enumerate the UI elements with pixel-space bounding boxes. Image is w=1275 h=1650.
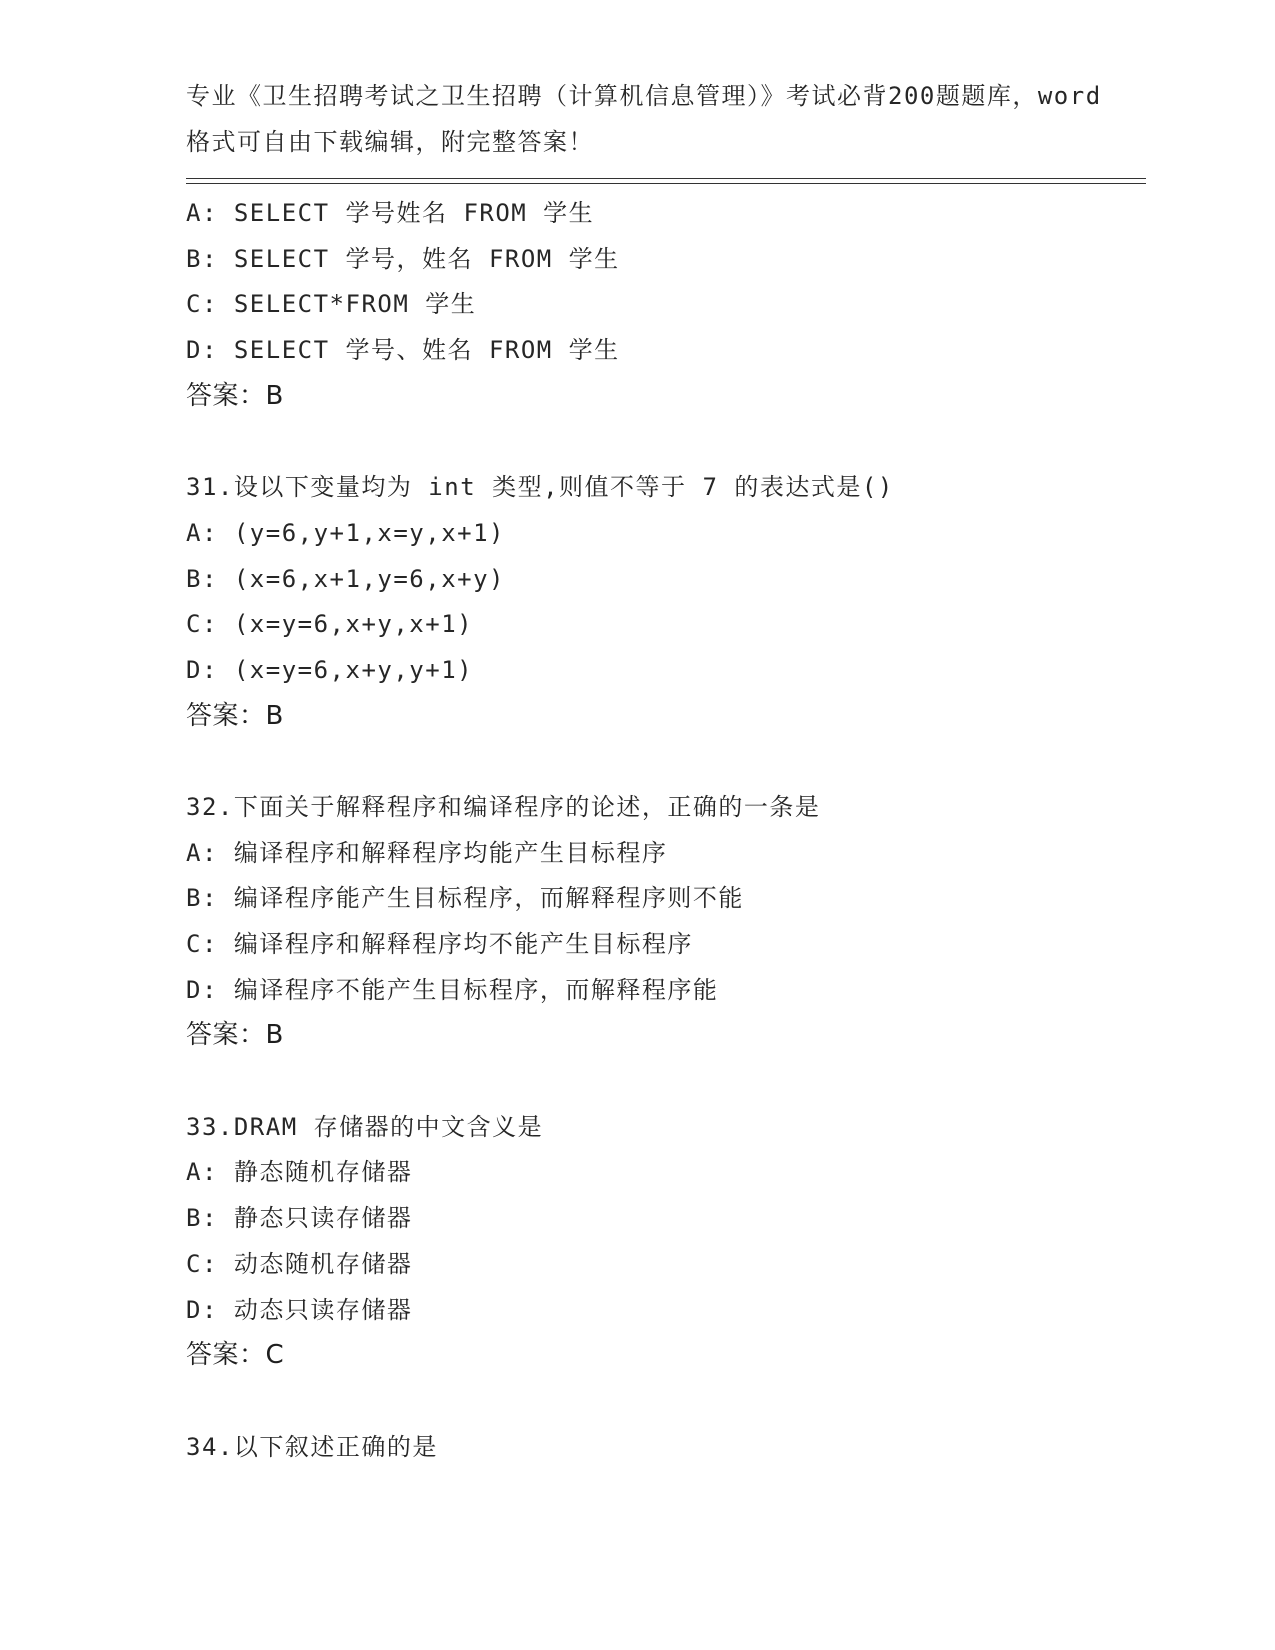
option-d: D: 编译程序不能产生目标程序，而解释程序能 [186,975,719,1004]
answer: 答案：B [186,700,284,731]
option-c: C: (x=y=6,x+y,x+1) [186,610,474,639]
header-line-2: 格式可自由下载编辑，附完整答案！ [186,127,594,156]
option-b: B: 编译程序能产生目标程序，而解释程序则不能 [186,884,744,913]
document-header [186,74,1102,165]
option-b: B: SELECT 学号，姓名 FROM 学生 [186,244,620,273]
option-b: B: 静态只读存储器 [186,1204,413,1233]
option-d: D: (x=y=6,x+y,y+1) [186,655,474,684]
spacer [186,1059,1146,1105]
question-33 [186,1105,1146,1379]
header-line-1: 专业《卫生招聘考试之卫生招聘（计算机信息管理）》考试必背200题题库，word [186,82,1102,110]
question-32 [186,785,1146,1059]
question-text: 31.设以下变量均为 int 类型,则值不等于 7 的表达式是() [186,473,894,502]
answer: 答案：B [186,1020,284,1051]
option-c: C: SELECT*FROM 学生 [186,290,477,319]
question-31 [186,465,1146,739]
option-a: A: SELECT 学号姓名 FROM 学生 [186,199,595,227]
option-a: A: 编译程序和解释程序均能产生目标程序 [186,838,668,867]
spacer [186,1379,1146,1425]
question-text: 33.DRAM 存储器的中文含义是 [186,1112,544,1141]
option-d: D: 动态只读存储器 [186,1295,413,1324]
answer: 答案：C [186,1340,285,1371]
option-c: C: 编译程序和解释程序均不能产生目标程序 [186,930,693,958]
option-a: A: (y=6,y+1,x=y,x+1) [186,518,505,547]
spacer [186,419,1146,465]
question-text: 32.下面关于解释程序和编译程序的论述，正确的一条是 [186,792,821,821]
option-a: A: 静态随机存储器 [186,1158,413,1187]
spacer [186,739,1146,785]
option-c: C: 动态随机存储器 [186,1249,413,1278]
header-rule-top [186,178,1146,179]
header-rule-bottom [186,183,1146,184]
question-34 [186,1425,1146,1471]
question-30 [186,191,1146,419]
answer: 答案：B [186,380,284,411]
option-d: D: SELECT 学号、姓名 FROM 学生 [186,336,620,365]
question-text: 34.以下叙述正确的是 [186,1432,438,1461]
question-list [186,191,1146,1470]
option-b: B: (x=6,x+1,y=6,x+y) [186,564,505,593]
